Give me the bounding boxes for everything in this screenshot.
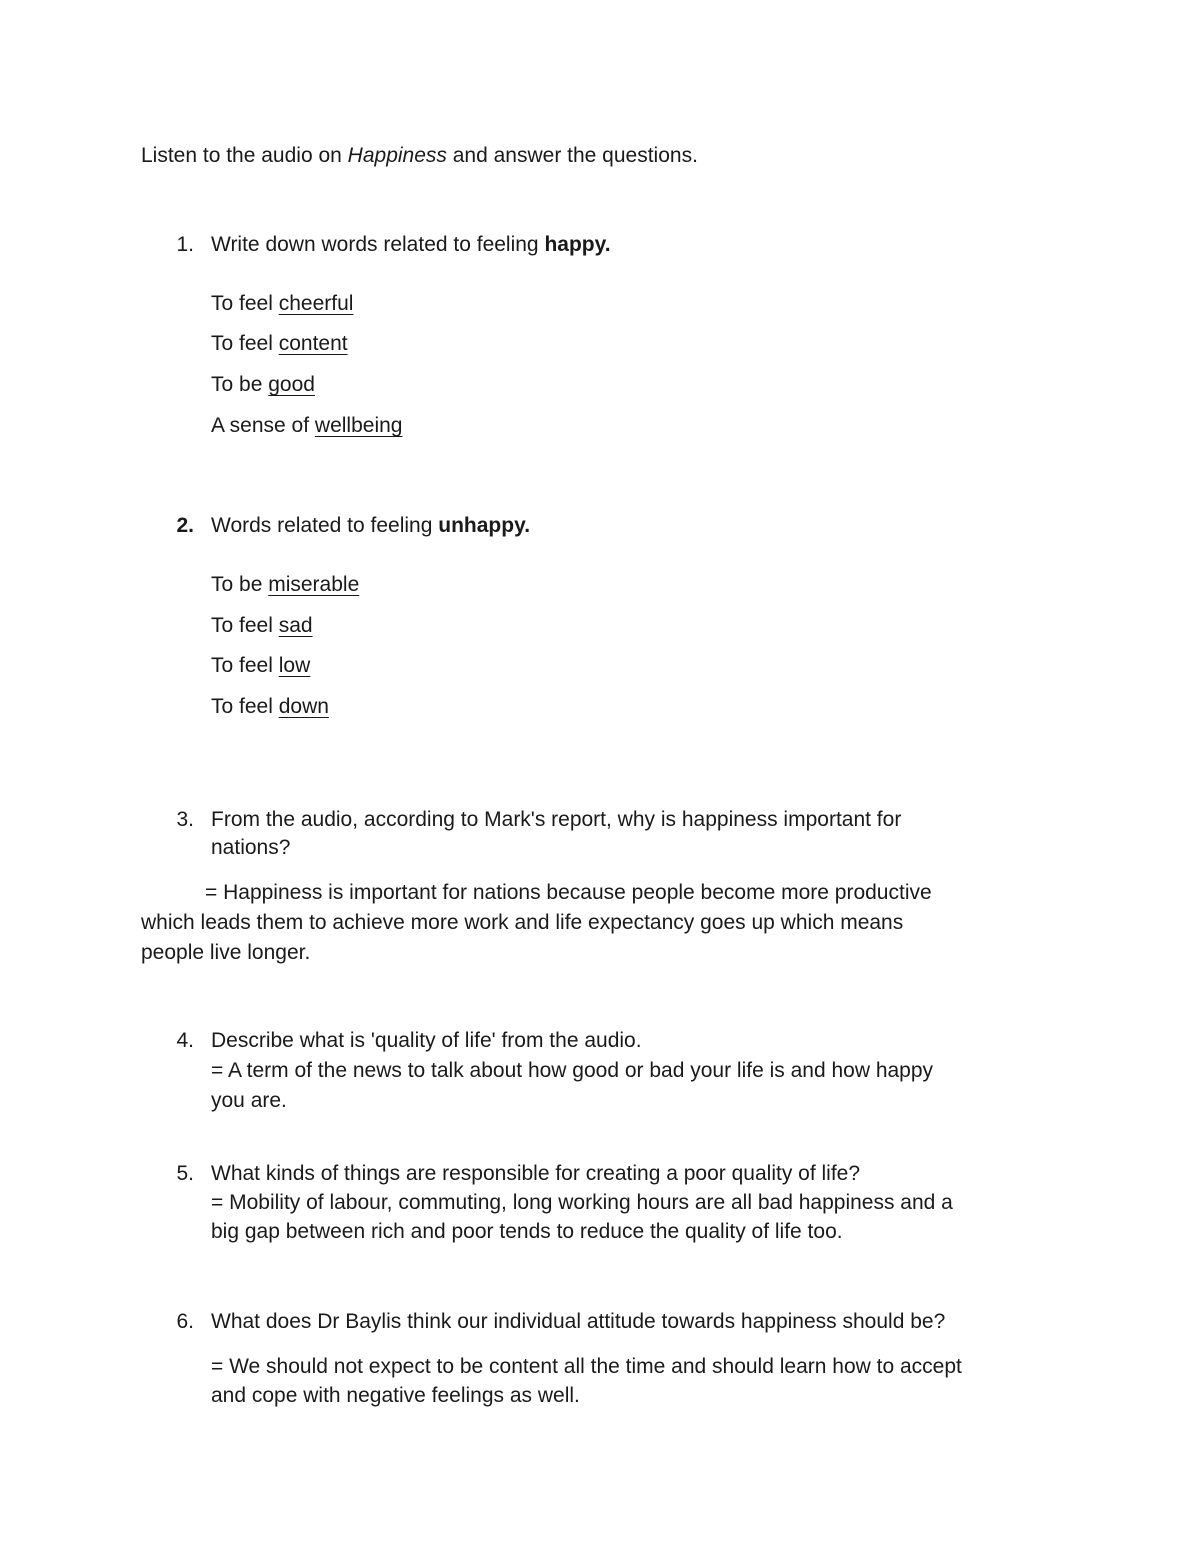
question-2-text: Words related to feeling unhappy. — [211, 514, 531, 537]
instructions-text: Listen to the audio on — [141, 144, 348, 167]
instructions-text-end: and answer the questions. — [446, 144, 698, 167]
keyword-happy: happy. — [544, 233, 611, 256]
answer-3-line: which leads them to achieve more work and life expectancy goes up which means — [141, 911, 904, 934]
question-3-text-cont: nations? — [211, 836, 291, 859]
question-6-number: 6. — [176, 1310, 194, 1333]
topic-title: Happiness — [347, 144, 447, 167]
answer-6-line: and cope with negative feelings as well. — [211, 1384, 580, 1407]
answer-3-line: people live longer. — [141, 941, 311, 964]
answer-5-line: big gap between rich and poor tends to reduce the quality of life too. — [211, 1220, 843, 1243]
question-5-number: 5. — [176, 1162, 194, 1185]
question-4-number: 4. — [176, 1029, 194, 1052]
unhappy-word-item: To feel low — [211, 654, 311, 677]
answer-word: content — [278, 332, 348, 355]
happy-word-item: A sense of wellbeing — [211, 414, 403, 437]
question-2-number: 2. — [176, 514, 194, 537]
answer-4-line: you are. — [211, 1089, 287, 1112]
answer-6-line: = We should not expect to be content all the time and should learn how to accept — [211, 1355, 962, 1378]
keyword-unhappy: unhappy. — [438, 514, 531, 537]
answer-word: low — [278, 654, 311, 677]
unhappy-word-item: To feel down — [211, 695, 329, 718]
answer-word: good — [268, 373, 315, 396]
question-5-text: What kinds of things are responsible for creating a poor quality of life? — [211, 1162, 861, 1185]
answer-word: down — [278, 695, 329, 718]
question-3-number: 3. — [176, 808, 194, 831]
question-6-text: What does Dr Baylis think our individual attitude towards happiness should be? — [211, 1310, 946, 1333]
answer-3-line: = Happiness is important for nations because people become more productive — [205, 881, 932, 904]
unhappy-word-item: To be miserable — [211, 573, 360, 596]
answer-5-line: = Mobility of labour, commuting, long working hours are all bad happiness and a — [211, 1191, 953, 1214]
happy-word-item: To feel cheerful — [211, 292, 354, 315]
answer-word: miserable — [268, 573, 360, 596]
answer-word: cheerful — [278, 292, 354, 315]
answer-4-line: = A term of the news to talk about how good or bad your life is and how happy — [211, 1059, 934, 1082]
happy-word-item: To be good — [211, 373, 315, 396]
unhappy-word-item: To feel sad — [211, 614, 313, 637]
answer-word: sad — [278, 614, 313, 637]
happy-word-item: To feel content — [211, 332, 348, 355]
question-1-number: 1. — [176, 233, 194, 256]
question-1-text: Write down words related to feeling happy. — [211, 233, 611, 256]
answer-word: wellbeing — [314, 414, 403, 437]
question-3-text: From the audio, according to Mark's report, why is happiness important for — [211, 808, 902, 831]
instructions — [141, 141, 698, 171]
question-4-text: Describe what is 'quality of life' from the audio. — [211, 1029, 642, 1052]
